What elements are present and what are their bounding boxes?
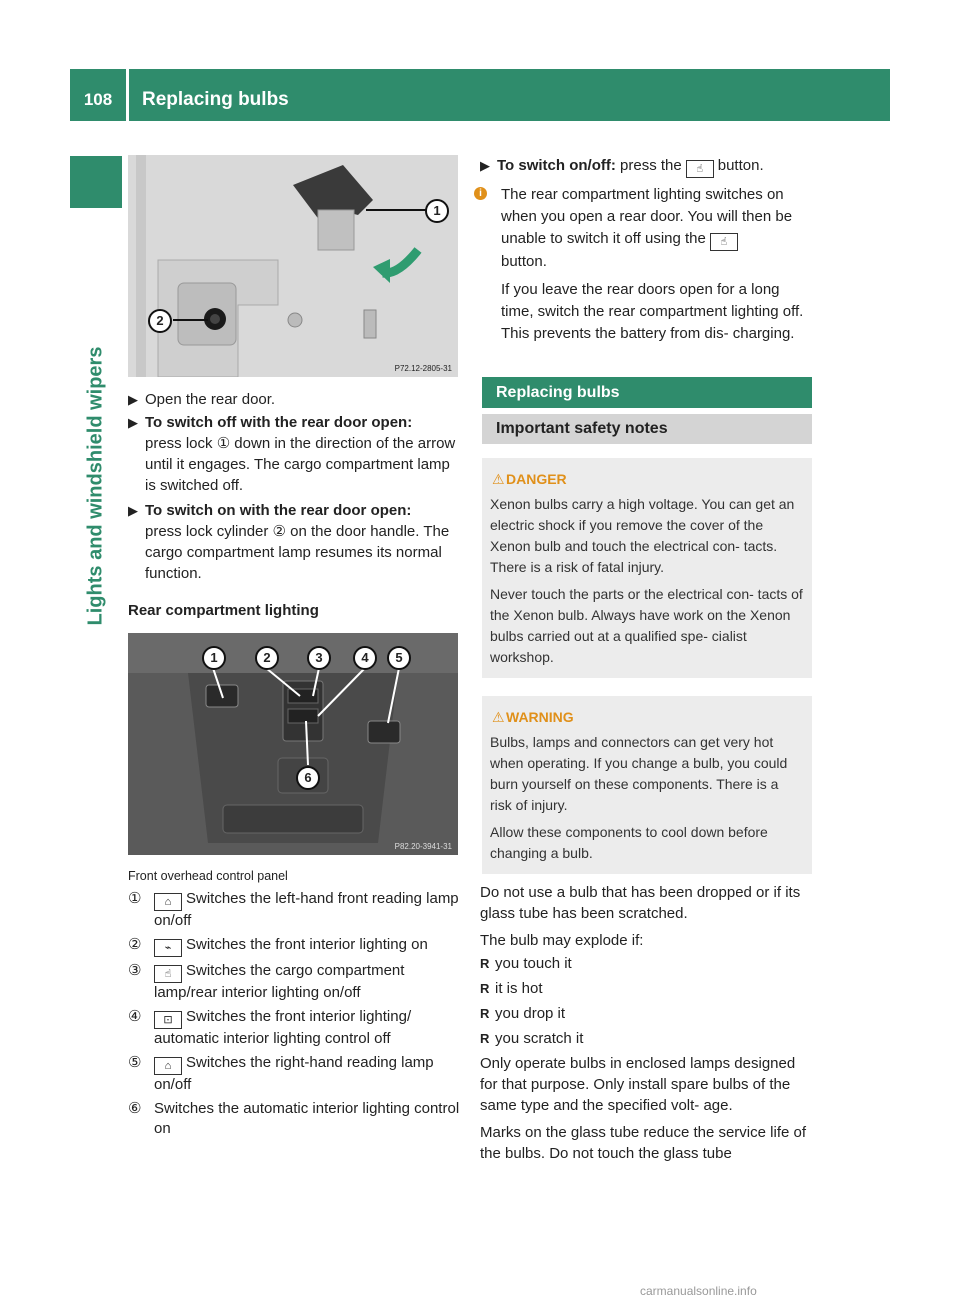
step-bold: To switch off with the rear door open: [145, 414, 413, 431]
figure-id: P72.12-2805-31 [394, 364, 452, 373]
watermark: carmanualsonline.info [640, 1284, 757, 1298]
info-p2: If you leave the rear doors open for a long time, switch the rear compartment lighting off. This prevents the battery from dis- charging. [501, 281, 804, 342]
warning-triangle-icon: ⚠ [492, 471, 505, 487]
step-list [128, 389, 460, 584]
legend-item [128, 961, 460, 1003]
reading-lamp-icon: ⌂ [154, 893, 182, 911]
legend-item [128, 1099, 460, 1139]
info-icon: i [474, 187, 487, 200]
step-item [480, 155, 812, 178]
step-bold: To switch on/off: [497, 157, 616, 174]
callout-1: 1 [433, 203, 441, 218]
legend-text: Switches the left-hand front reading lamp on/off [154, 890, 459, 929]
step-item [128, 389, 460, 410]
info-text-a: The rear compartment lighting switches on when you open a rear door. You will then be unable to switch it off using the [501, 186, 793, 247]
cargo-lamp-icon: ☝ [686, 160, 714, 178]
cargo-lamp-icon: ☝ [154, 965, 182, 983]
legend-text: Switches the front interior lighting on [186, 936, 428, 953]
page-number: 108 [83, 90, 113, 109]
step-text: press lock ① down in the direction of the arrow until it engages. The cargo compartment lamp is switched off. [145, 435, 456, 494]
callout-5: 5 [395, 650, 403, 665]
legend-text: Switches the right-hand reading lamp on/off [154, 1054, 434, 1093]
callout-2: 2 [156, 313, 164, 328]
auto-light-off-icon: ⊡ [154, 1011, 182, 1029]
bullet-text: you drop it [495, 1005, 566, 1022]
figure-overhead-panel [128, 633, 458, 855]
section-bar-replacing: Replacing bulbs [482, 377, 812, 408]
figure-caption: Front overhead control panel [128, 869, 288, 883]
bullet-text: you scratch it [495, 1030, 584, 1047]
warning-p1: Bulbs, lamps and connectors can get very hot when operating. If you change a bulb, you could burn yourself on these components. There is a risk of injury. [490, 734, 788, 813]
callout-4: 4 [361, 650, 369, 665]
legend-mark: ③ [128, 962, 142, 979]
callout-2: 2 [263, 650, 271, 665]
side-tab [70, 216, 122, 756]
left-column [128, 155, 460, 1139]
body-p4: Marks on the glass tube reduce the service life of the bulbs. Do not touch the glass tube [480, 1124, 807, 1162]
list-item [480, 976, 812, 1001]
door-lock-illustration [128, 155, 458, 377]
warning-p2: Allow these components to cool down before changing a bulb. [490, 824, 768, 861]
warning-title [490, 708, 804, 726]
legend-mark: ⑥ [128, 1100, 142, 1117]
callout-6: 6 [304, 770, 312, 785]
bullet-text: you touch it [495, 955, 572, 972]
list-item [480, 1026, 812, 1051]
right-column [480, 155, 812, 1164]
warning-triangle-icon: ⚠ [492, 709, 505, 725]
section-bar-safety: Important safety notes [482, 414, 812, 444]
figure-rear-door-lock [128, 155, 458, 377]
legend-text: Switches the cargo compartment lamp/rear interior lighting on/off [154, 962, 405, 1001]
bullet-list [480, 951, 812, 1051]
danger-p1: Xenon bulbs carry a high voltage. You can get an electric shock if you remove the cover of the Xenon bulb and touch the electrical con- tacts. There is a risk of fatal injury. [490, 496, 795, 575]
bullet-icon: R [480, 1031, 490, 1046]
arrow-icon: ▶ [128, 415, 138, 430]
arrow-icon: ▶ [480, 158, 490, 173]
bullet-icon: R [480, 1006, 490, 1021]
legend-text: Switches the automatic interior lighting control on [154, 1100, 460, 1137]
warning-title-text: WARNING [506, 709, 574, 725]
page-title: Replacing bulbs [142, 89, 289, 110]
step-bold: To switch on with the rear door open: [145, 502, 412, 519]
section-heading: Rear compartment lighting [128, 602, 319, 619]
bullet-text: it is hot [495, 980, 543, 997]
legend-mark: ① [128, 890, 142, 907]
legend-list [128, 889, 460, 1139]
list-item [480, 1001, 812, 1026]
legend-item [128, 889, 460, 931]
step-text: Open the rear door. [145, 391, 276, 408]
step-pre: press the [620, 157, 682, 174]
arrow-icon: ▶ [128, 503, 138, 518]
side-tab-block [70, 156, 122, 208]
header-divider [126, 69, 129, 121]
legend-mark: ④ [128, 1008, 142, 1025]
bullet-icon: R [480, 981, 490, 996]
danger-box [482, 458, 812, 678]
info-note [474, 184, 812, 345]
legend-mark: ② [128, 936, 142, 953]
legend-item [128, 935, 460, 957]
list-item [480, 951, 812, 976]
callout-3: 3 [315, 650, 323, 665]
interior-light-icon: ⌁ [154, 939, 182, 957]
legend-text: Switches the front interior lighting/ automatic interior lighting control off [154, 1008, 412, 1047]
body-p3: Only operate bulbs in enclosed lamps designed for that purpose. Only install spare bulbs of the same type and the specified volt- age. [480, 1055, 796, 1114]
legend-item [128, 1053, 460, 1095]
side-tab-label: Lights and windshield wipers [84, 346, 107, 626]
arrow-icon: ▶ [128, 392, 138, 407]
reading-lamp-icon: ⌂ [154, 1057, 182, 1075]
legend-mark: ⑤ [128, 1054, 142, 1071]
cargo-lamp-icon: ☝ [710, 233, 738, 251]
figure-id: P82.20-3941-31 [394, 842, 452, 851]
danger-p2: Never touch the parts or the electrical con- tacts of the Xenon bulb. Always have work on the Xenon bulbs carried out at a qualified spe- cialist workshop. [490, 586, 803, 665]
info-text-b: button. [501, 253, 547, 270]
step-text: press lock cylinder ② on the door handle. The cargo compartment lamp resumes its normal function. [145, 523, 450, 582]
step-item [128, 500, 460, 584]
danger-title [490, 470, 804, 488]
bullet-icon: R [480, 956, 490, 971]
step-item [128, 412, 460, 496]
danger-title-text: DANGER [506, 471, 567, 487]
body-p1: Do not use a bulb that has been dropped or if its glass tube has been scratched. [480, 884, 801, 922]
legend-item [128, 1007, 460, 1049]
step-post: button. [717, 157, 764, 174]
warning-box [482, 696, 812, 874]
body-p2: The bulb may explode if: [480, 932, 644, 949]
callout-1: 1 [210, 650, 218, 665]
